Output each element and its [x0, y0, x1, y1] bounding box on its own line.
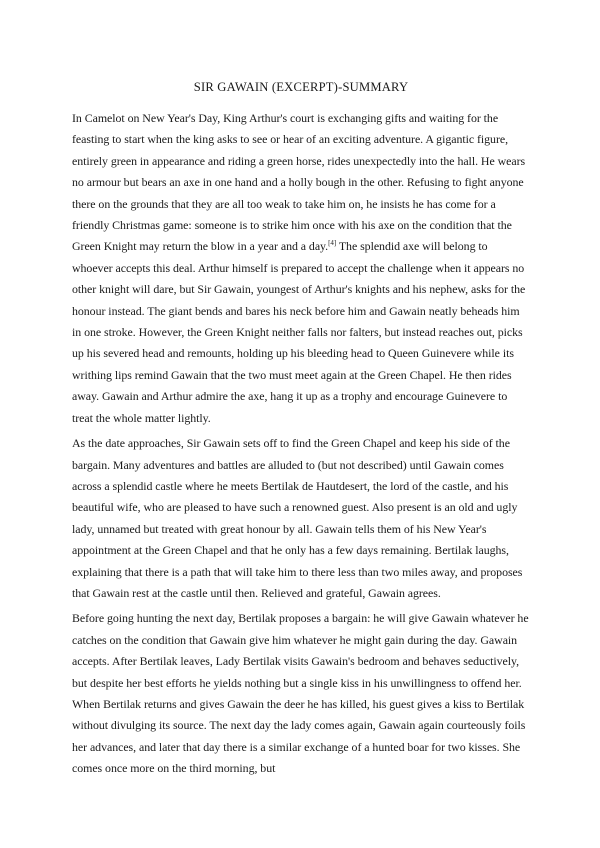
paragraph-1-text-a: In Camelot on New Year's Day, King Arthur's court is exchanging gifts and waiting for the feasting to start when the king asks to see or hear of an exciting adventure. A gigantic figure, entirely green in appearance and riding a green horse, rides unexpectedly into the hall. He wears no armour but bears an axe in one hand and a holly bough in the other. Refusing to fight anyone there on the grounds that they are all too weak to take him on, he insists he has come for a friendly Christmas game: someone is to strike him once with his axe on the condition that the Green Knight may return the blow in a year and a day. — [72, 111, 526, 254]
paragraph-3: Before going hunting the next day, Bertilak proposes a bargain: he will give Gawain whatever he catches on the condition that Gawain give him whatever he might gain during the day. Gawain accepts. After Bertilak leaves, Lady Bertilak visits Gawain's bedroom and behaves seductively, but despite her best efforts he yields nothing but a single kiss in his unwillingness to offend her. When Bertilak returns and gives Gawain the deer he has killed, his guest gives a kiss to Bertilak without divulging its source. The next day the lady comes again, Gawain again courteously foils her advances, and later that day there is a similar exchange of a hunted boar for two kisses. She comes once more on the third morning, but — [72, 611, 529, 776]
paragraph-1 — [72, 108, 530, 429]
paragraph-2: As the date approaches, Sir Gawain sets off to find the Green Chapel and keep his side of the bargain. Many adventures and battles are alluded to (but not described) until Gawain comes across a splendid castle where he meets Bertilak de Hautdesert, the lord of the castle, and his beautiful wife, who are pleased to have such a renowned guest. Also present is an old and ugly lady, unnamed but treated with great honour by all. Gawain tells them of his New Year's appointment at the Green Chapel and that he only has a few days remaining. Bertilak laughs, explaining that there is a path that will take him to there less than two miles away, and proposes that Gawain rest at the castle until then. Relieved and grateful, Gawain agrees. — [72, 436, 523, 600]
document-page — [72, 68, 530, 784]
document-title: SIR GAWAIN (EXCERPT)-SUMMARY — [193, 80, 409, 94]
paragraph-1-text-b: The splendid axe will belong to whoever accepts this deal. Arthur himself is prepared to accept the challenge when it appears no other knight will dare, but Sir Gawain, youngest of Arthur's knights and his nephew, asks for the honour instead. The giant bends and bares his neck before him and Gawain neatly beheads him in one stroke. However, the Green Knight neither falls nor falters, but instead reaches out, picks up his severed head and remounts, holding up his bleeding head to Queen Guinevere while its writhing lips remind Gawain that the two must meet again at the Green Chapel. He then rides away. Gawain and Arthur admire the axe, hang it up as a trophy and encourage Guinevere to treat the whole matter lightly. — [72, 239, 526, 425]
footnote-marker[interactable]: [4] — [328, 239, 337, 248]
